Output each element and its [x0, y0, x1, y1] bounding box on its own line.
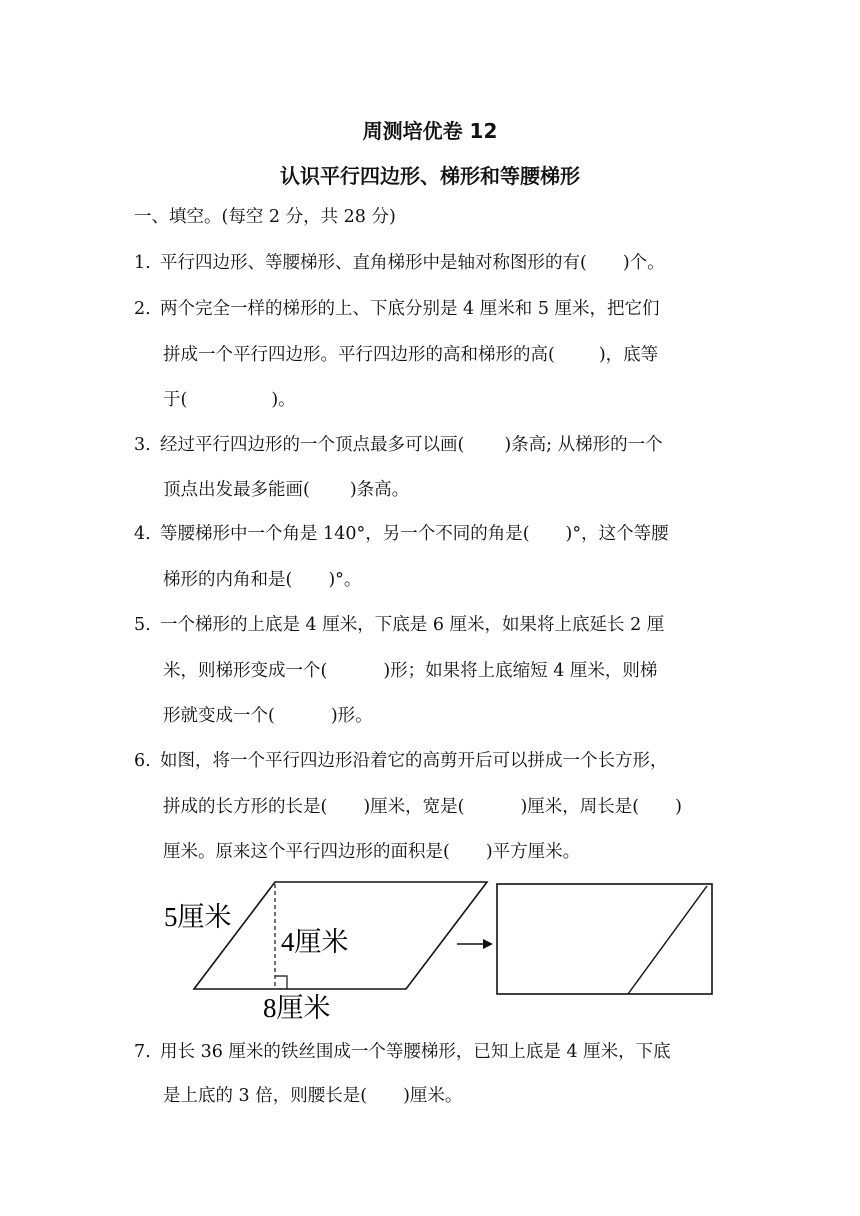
page-subtitle: 认识平行四边形、梯形和等腰梯形: [280, 164, 580, 188]
page-title: 周测培优卷 12: [362, 119, 498, 143]
question-number: 5.: [134, 615, 151, 635]
base-length-label: 8厘米: [263, 993, 331, 1023]
question-6-line-1: 6. 如图，将一个平行四边形沿着它的高剪开后可以拼成一个长方形，: [134, 751, 668, 771]
question-3-line-2: 顶点出发最多能画( )条高。: [163, 480, 410, 500]
question-6-figure: [160, 870, 720, 1030]
height-label: 4厘米: [281, 927, 349, 957]
question-number: 4.: [134, 524, 151, 544]
question-5-line-2: 米，则梯形变成一个( )形；如果将上底缩短 4 厘米，则梯: [163, 661, 658, 681]
question-1-line-1: 1. 平行四边形、等腰梯形、直角梯形中是轴对称图形的有( )个。: [134, 253, 665, 273]
question-4-line-2: 梯形的内角和是( )°。: [163, 570, 362, 590]
question-5-line-3: 形就变成一个( )形。: [163, 706, 373, 726]
right-angle-mark: [275, 976, 287, 989]
arrow-head: [483, 939, 493, 949]
rectangle-shape: [497, 884, 712, 994]
question-2-line-2: 拼成一个平行四边形。平行四边形的高和梯形的高( )，底等: [163, 345, 659, 365]
question-6-line-2: 拼成的长方形的长是( )厘米，宽是( )厘米，周长是( ): [163, 797, 682, 817]
question-2-line-1: 2. 两个完全一样的梯形的上、下底分别是 4 厘米和 5 厘米，把它们: [134, 299, 660, 319]
question-3-line-1: 3. 经过平行四边形的一个顶点最多可以画( )条高; 从梯形的一个: [134, 435, 663, 455]
side-length-label: 5厘米: [164, 902, 232, 932]
question-5-line-1: 5. 一个梯形的上底是 4 厘米，下底是 6 厘米，如果将上底延长 2 厘: [134, 615, 665, 635]
question-number: 7.: [134, 1042, 151, 1062]
question-number: 6.: [134, 751, 151, 771]
figure-svg: [160, 870, 720, 1030]
section-heading: 一、填空。(每空 2 分，共 28 分): [134, 207, 396, 227]
question-7-line-1: 7. 用长 36 厘米的铁丝围成一个等腰梯形，已知上底是 4 厘米，下底: [134, 1042, 671, 1062]
question-2-line-3: 于( )。: [163, 390, 296, 410]
question-7-line-2: 是上底的 3 倍，则腰长是( )厘米。: [163, 1086, 463, 1106]
question-6-line-3: 厘米。原来这个平行四边形的面积是( )平方厘米。: [163, 842, 581, 862]
question-number: 2.: [134, 299, 151, 319]
question-number: 3.: [134, 435, 151, 455]
cut-line: [628, 886, 707, 994]
question-4-line-1: 4. 等腰梯形中一个角是 140°，另一个不同的角是( )°，这个等腰: [134, 524, 669, 544]
question-number: 1.: [134, 253, 151, 273]
